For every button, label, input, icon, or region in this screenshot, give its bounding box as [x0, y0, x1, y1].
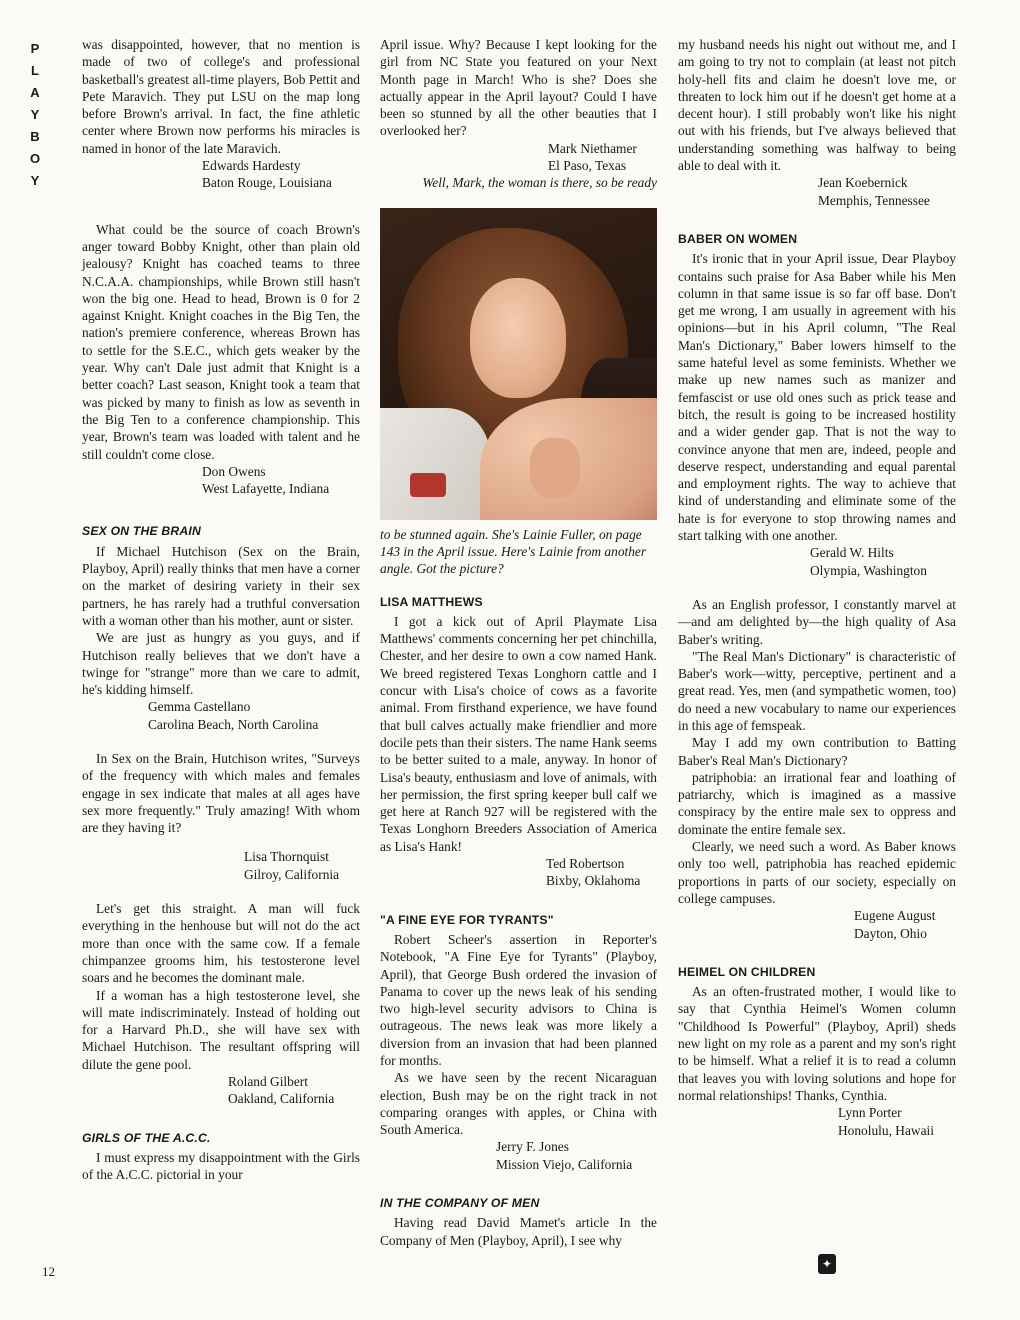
section-heading: BABER ON WOMEN — [678, 231, 798, 246]
playboy-side-label: P L A Y B O Y — [29, 41, 41, 188]
signature-place: Olympia, Washington — [810, 562, 927, 578]
column-3 — [678, 36, 956, 1139]
signature-name: Eugene August — [854, 908, 936, 924]
signature-name: Don Owens — [202, 463, 266, 479]
letter-text: Robert Scheer's assertion in Reporter's Notebook, "A Fine Eye for Tyrants" (Playboy, April), that George Bush ordered the invasion of Panama to cover up the news leak of his sending two high-level security advisors to China is outrageous. The news leak was more likely a diversion from an invasion that had been planned for months. — [380, 931, 657, 1068]
letter-text: I must express my disappointment with the Girls of the A.C.C. pictorial in your — [82, 1149, 360, 1183]
letter-text: Having read David Mamet's article In the Company of Men (Playboy, April), I see why — [380, 1215, 657, 1248]
photo-caption: to be stunned again. She's Lainie Fuller, on page 143 in the April issue. Here's Lainie from another angle. Got the picture? — [380, 526, 647, 577]
section-heading: LISA MATTHEWS — [380, 594, 483, 609]
playmate-photo — [380, 208, 657, 520]
signature-place: Honolulu, Hawaii — [838, 1122, 934, 1138]
signature-place: Oakland, California — [228, 1091, 335, 1107]
signature-name: Lynn Porter — [838, 1105, 902, 1121]
letter-text: If Michael Hutchison (Sex on the Brain, Playboy, April) really thinks that men have a corner on the market of desiring variety in their sex partners, he has rarely had a truthful conversation with a woman other than his mother, aunt or sister. — [82, 543, 360, 628]
rabbit-logo-icon: ✦ — [818, 1254, 836, 1274]
signature-place: El Paso, Texas — [548, 158, 627, 174]
letter-text: As we have seen by the recent Nicaraguan election, Bush may be on the right track in not comparing oranges with apples, or China with South America. — [380, 1070, 657, 1138]
section-heading: IN THE COMPANY OF MEN — [380, 1196, 540, 1211]
letter-text: If a woman has a high testosterone level, she will mate indiscriminately. Instead of holding out for a Harvard Ph.D., she will have sex with Michael Hutchison. The resultant offspring will dilute the gene pool. — [82, 987, 360, 1072]
signature-name: Gemma Castellano — [148, 699, 251, 715]
letter-text: "The Real Man's Dictionary" is characteristic of Baber's work—witty, perceptive, pertinent and a great read. Yes, men (and sympathetic women, too) do need a new vocabulary to name our experiences in this age of femspeak. — [678, 648, 956, 733]
section-heading: "A FINE EYE FOR TYRANTS" — [380, 912, 554, 927]
signature-name: Roland Gilbert — [228, 1074, 308, 1090]
signature-name: Mark Niethamer — [548, 140, 637, 156]
signature-place: Dayton, Ohio — [854, 925, 927, 941]
letter-text: We are just as hungry as you guys, and if Hutchison really believes that we don't have a twinge for "strange" more than we care to admit, he's kidding himself. — [82, 630, 360, 698]
section-heading: GIRLS OF THE A.C.C. — [82, 1130, 211, 1145]
letter-text: patriphobia: an irrational fear and loathing of patriarchy, which is imagined as a massive conspiracy by the entire male sex to oppress and dominate the entire female sex. — [678, 769, 956, 837]
column-1 — [82, 36, 360, 1184]
editor-reply: Well, Mark, the woman is there, so be ready — [422, 175, 657, 191]
signature-name: Jean Koebernick — [818, 175, 908, 191]
signature-name: Lisa Thornquist — [244, 849, 329, 865]
letter-text: It's ironic that in your April issue, Dear Playboy contains such praise for Asa Baber while his Men column in that same issue is so far off base. Don't get me wrong, I am usually in agreement with his opinions—but in his April column, "The Real Man's Dictionary," Baber lowers himself to the same hateful level as some feminists. Whether we make up new names such as manizer and femfascist or use old ones such as prick tease and bitch, the result is going to be increased hostility and a wider gender gap. That is not the way to convince anyone that men are, indeed, people and deserve respect, understanding and equal parental and employment rights. The way to achieve that kind of understanding and eliminate some of the hate is for everyone to stop throwing names and start talking with one another. — [678, 251, 956, 544]
letter-text: I got a kick out of April Playmate Lisa Matthews' comments concerning her pet chinchilla, Chester, and her desire to own a cow named Hank. We breed registered Texas Longhorn cattle and I concur with Lisa's choice of cows as a favorite animal. From firsthand experience, we have found that bull calves actually make friendlier and more docile pets than their sisters. The name Hank seems to be better suited to a male, anyway. In honor of Lisa's beauty, enthusiasm and love of animals, with her permission, the first spring keeper bull calf we get here at Ranch 927 will be registered with the Texas Longhorn Breeders Association of America as Lisa's Hank! — [380, 613, 657, 854]
section-heading: SEX ON THE BRAIN — [82, 524, 201, 539]
letter-text: was disappointed, however, that no mention is made of two of college's and professional basketball's greatest all-time players, Bob Pettit and Pete Maravich. They put LSU on the map long before Brown's arrival. In fact, the fine athletic center where Brown now performs his miracles is named in honor of the late Maravich. — [82, 37, 360, 156]
letter-text: May I add my own contribution to Batting Baber's Real Man's Dictionary? — [678, 735, 956, 768]
column-2 — [380, 36, 657, 1249]
signature-place: Memphis, Tennessee — [818, 192, 930, 208]
signature-name: Jerry F. Jones — [496, 1139, 569, 1155]
signature-place: West Lafayette, Indiana — [202, 481, 330, 497]
page-number: 12 — [42, 1264, 55, 1279]
signature-name: Edwards Hardesty — [202, 158, 301, 174]
letter-text: What could be the source of coach Brown's anger toward Bobby Knight, other than plain old jealousy? Knight has coached teams to three N.C.A.A. championships, while Brown still hasn't won the big one. Head to head, Brown is 0 for 2 against Knight. Knight coaches in the Big Ten, the nation's premiere conference, whereas Brown has to settle for the S.E.C., which gets weaker by the year. Why can't Dale just admit that Knight is a better coach? Last season, Knight took a team that was picked by many to finish as low as seventh in the Big Ten to a conference championship. This year, Brown's team was loaded with talent and he still couldn't come close. — [82, 221, 360, 462]
signature-name: Ted Robertson — [546, 856, 625, 872]
signature-place: Carolina Beach, North Carolina — [148, 716, 319, 732]
letter-text: In Sex on the Brain, Hutchison writes, "Surveys of the frequency with which males and females engage in sex indicate that males at all ages have sex more frequently." Truly amazing! With whom are they having it? — [82, 750, 360, 836]
signature-place: Baton Rouge, Louisiana — [202, 175, 332, 191]
signature-place: Mission Viejo, California — [496, 1156, 633, 1172]
letter-text: my husband needs his night out without me, and I am going to try not to complain (at least not pitch holy-hell fits and claim he doesn't love me, or threaten to lock him out if he doesn't get home at a decent hour). I still probably won't like his night out with his friends, but I've always believed that understanding something was halfway to being able to deal with it. — [678, 37, 956, 174]
letter-text: As an often-frustrated mother, I would like to say that Cynthia Heimel's Women column "Childhood Is Powerful" (Playboy, April) sheds new light on my role as a parent and my son's right to be himself. What a relief it is to read a column that leaves you with loving solutions and hope for normal relationships! Thanks, Cynthia. — [678, 984, 956, 1103]
signature-place: Gilroy, California — [244, 866, 340, 882]
signature-name: Gerald W. Hilts — [810, 545, 894, 561]
signature-place: Bixby, Oklahoma — [546, 873, 641, 889]
letter-text: Clearly, we need such a word. As Baber knows only too well, patriphobia has reached epidemic proportions in parts of our society, especially on college campuses. — [678, 839, 956, 906]
letter-text: April issue. Why? Because I kept looking for the girl from NC State you featured on your Next Month page in March! Who is she? Does she actually appear in the April layout? Could I have been so stunned by all the other beauties that I overlooked her? — [380, 37, 657, 139]
letter-text: Let's get this straight. A man will fuck everything in the henhouse but will not do the act more than once with the same cow. If a female chimpanzee grooms him, his testosterone level soars and he becomes the dominant male. — [82, 901, 360, 986]
section-heading: HEIMEL ON CHILDREN — [678, 964, 816, 979]
letter-text: As an English professor, I constantly marvel at—and am delighted by—the high quality of Asa Baber's writing. — [678, 596, 956, 647]
